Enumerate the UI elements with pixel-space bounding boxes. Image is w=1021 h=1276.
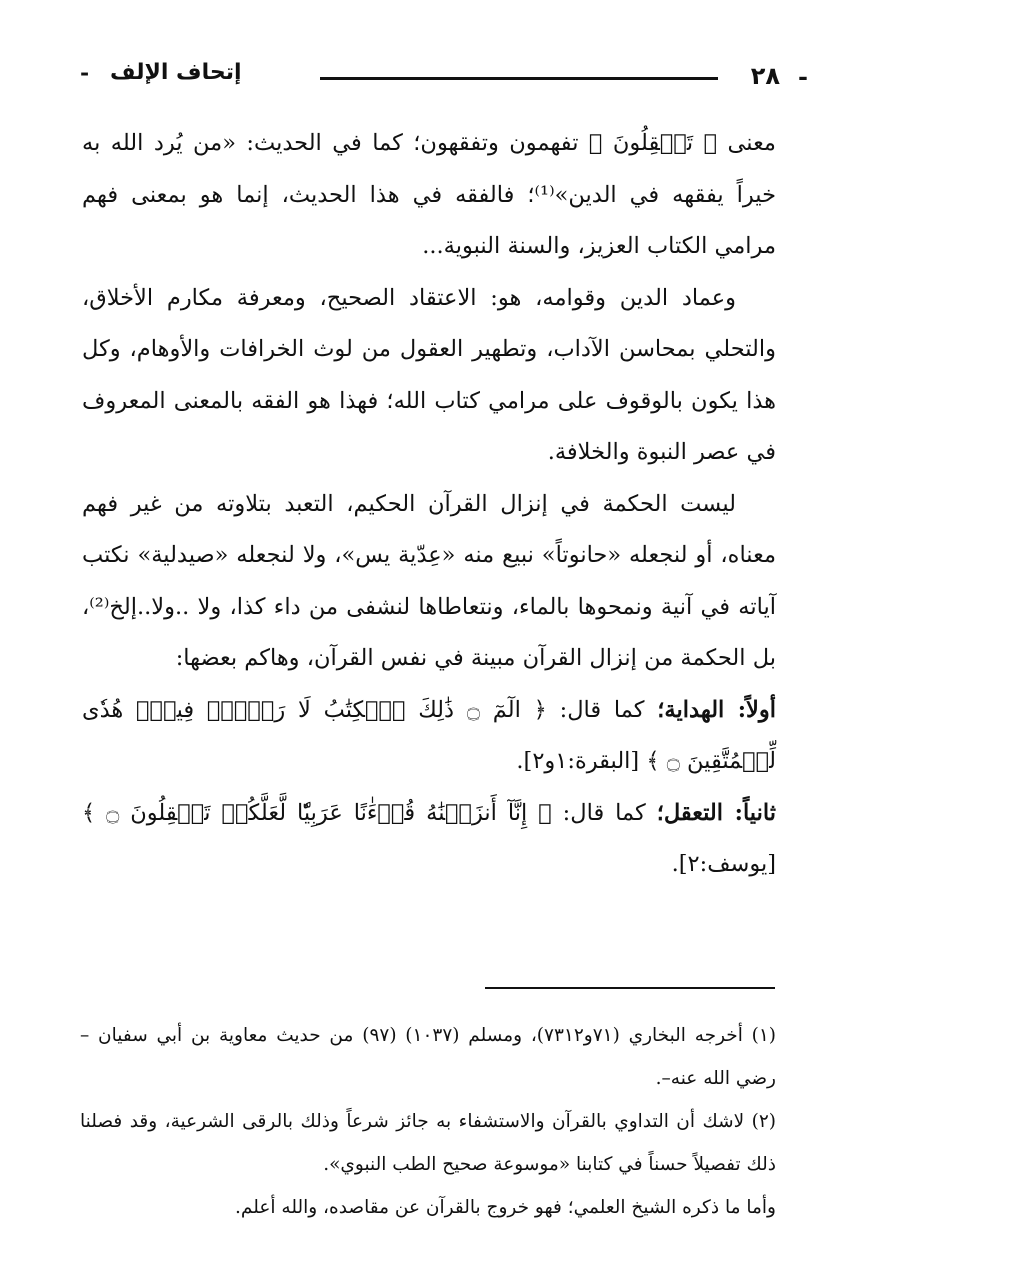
footnote-2-continued: وأما ما ذكره الشيخ العلمي؛ فهو خروج بالقرآن عن مقاصده، والله أعلم. bbox=[235, 1197, 776, 1218]
point-1-text: كما قال: ﴿ الٓمٓ ۝ ذَٰلِكَ ٱلۡكِتَٰبُ لَا رَيۡبَۛ فِيهِۛ هُدٗى لِّلۡمُتَّقِينَ ۝ ﴾ [البقرة:١و٢]. bbox=[82, 696, 776, 774]
running-title: إتحاف الإلف bbox=[110, 60, 242, 85]
page-number: ٢٨ bbox=[750, 62, 780, 90]
point-1 bbox=[82, 685, 776, 788]
footnote-1: (١) أخرجه البخاري (٧١و٧٣١٢)، ومسلم (١٠٣٧) (٩٧) من حديث معاوية بن أبي سفيان –رضي الله عنه–. bbox=[80, 1025, 776, 1089]
page-header bbox=[80, 60, 808, 96]
point-2-text: كما قال: ﴿ إِنَّآ أَنزَلۡنَٰهُ قُرۡءَٰنًا عَرَبِيّٗا لَّعَلَّكُمۡ تَعۡقِلُونَ ۝ ﴾ [يوسف:٢]. bbox=[82, 799, 776, 877]
point-2-lead: ثانياً: التعقل؛ bbox=[656, 799, 776, 826]
running-title-dash: - bbox=[80, 60, 90, 86]
point-1-lead: أولاً: الهداية؛ bbox=[657, 696, 777, 723]
page-number-dash: - bbox=[798, 62, 808, 91]
footnote-2: (٢) لاشك أن التداوي بالقرآن والاستشفاء به جائز شرعاً وذلك بالرقى الشرعية، وقد فصلنا ذلك تفصيلاً حسناً في كتابنا «موسوعة صحيح الطب النبوي». bbox=[80, 1111, 776, 1175]
footnotes bbox=[80, 1014, 776, 1229]
point-2 bbox=[82, 788, 776, 891]
footnote-separator bbox=[485, 987, 775, 989]
main-text bbox=[82, 118, 776, 891]
header-rule bbox=[320, 77, 718, 80]
paragraph-1: معنى ﴿ تَعۡقِلُونَ ﴾ تفهمون وتفقهون؛ كما في الحديث: «من يُرد الله به خيراً يفقهه في الدين»⁽¹⁾؛ فالفقه في هذا الحديث، إنما هو بمعنى فهم مرامي الكتاب العزيز، والسنة النبوية... bbox=[82, 130, 776, 259]
paragraph-2: وعماد الدين وقوامه، هو: الاعتقاد الصحيح، ومعرفة مكارم الأخلاق، والتحلي بمحاسن الآداب، وتطهير العقول من لوث الخرافات والأوهام، وكل هذا يكون بالوقوف على مرامي كتاب الله؛ فهذا هو الفقه بالمعنى المعروف في عصر النبوة والخلافة. bbox=[82, 284, 776, 465]
paragraph-3: ليست الحكمة في إنزال القرآن الحكيم، التعبد بتلاوته من غير فهم معناه، أو لنجعله «حانوتاً» نبيع منه «عِدّية يس»، ولا لنجعله «صيدلية» نكتب آياته في آنية ونمحوها بالماء، ونتعاطاها لنشفى من داء كذا، ولا ..ولا..إلخ⁽²⁾، بل الحكمة من إنزال القرآن مبينة في نفس القرآن، وهاكم بعضها: bbox=[82, 490, 776, 671]
